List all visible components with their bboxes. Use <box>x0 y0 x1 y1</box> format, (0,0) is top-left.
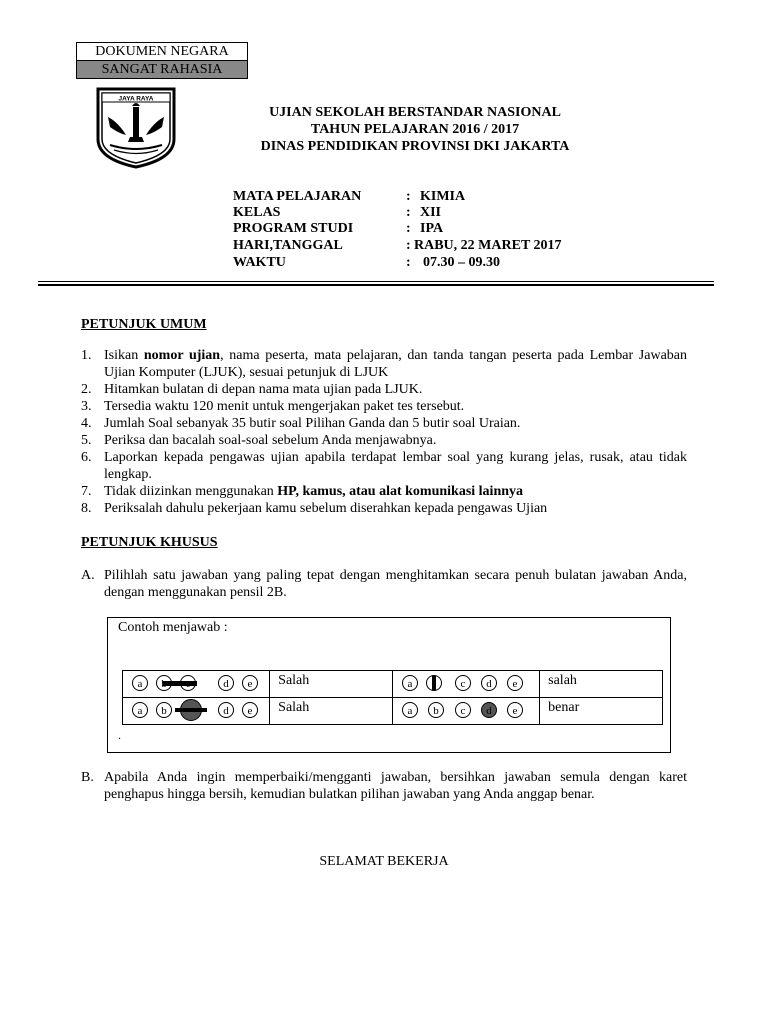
classification-box <box>76 42 248 79</box>
answer-bubble: b <box>156 702 172 718</box>
list-item: 8. Periksalah dahulu pekerjaan kamu sebelum diserahkan kepada pengawas Ujian <box>81 501 548 516</box>
list-item: 3. Tersedia waktu 120 menit untuk mengerjakan paket tes tersebut. <box>81 399 465 414</box>
answer-bubble: e <box>242 675 258 691</box>
answer-bubble: b <box>428 702 444 718</box>
bubble-cell <box>392 698 539 725</box>
info-label: KELAS <box>233 205 281 220</box>
example-dot: . <box>118 728 121 742</box>
separator-line <box>38 281 714 282</box>
list-item: 5. Periksa dan bacalah soal-soal sebelum Anda menjawabnya. <box>81 433 437 448</box>
answer-bubble: c <box>455 702 471 718</box>
emblem-text: JAYA RAYA <box>118 95 154 103</box>
bubble-cell <box>123 671 270 698</box>
wrong-dash-mark <box>163 681 197 686</box>
info-value: KIMIA <box>420 189 466 204</box>
instruction-b <box>81 769 687 803</box>
list-item: 4. Jumlah Soal sebanyak 35 butir soal Pilihan Ganda dan 5 butir soal Uraian. <box>81 416 521 431</box>
header-line-3: DINAS PENDIDIKAN PROVINSI DKI JAKARTA <box>260 139 570 154</box>
example-title: Contoh menjawab : <box>118 620 228 635</box>
answer-bubble: e <box>507 675 523 691</box>
jaya-raya-emblem-icon <box>96 87 176 169</box>
general-instructions-list <box>81 347 687 517</box>
wrong-dash-mark <box>175 708 207 712</box>
info-value: XII <box>420 205 442 220</box>
instruction-b-num: B. <box>81 770 94 785</box>
answer-bubble: e <box>507 702 523 718</box>
classification-line-1: DOKUMEN NEGARA <box>77 43 247 61</box>
section-title-petunjuk-khusus: PETUNJUK KHUSUS <box>81 535 218 550</box>
instruction-a-num: A. <box>81 568 95 583</box>
example-label: benar <box>540 698 663 725</box>
answer-bubble: d <box>218 702 234 718</box>
info-sep: : <box>406 205 411 220</box>
info-label: PROGRAM STUDI <box>233 221 354 236</box>
answer-bubble: d <box>218 675 234 691</box>
answer-bubble: a <box>402 702 418 718</box>
info-label: MATA PELAJARAN <box>233 189 362 204</box>
info-sep: : <box>406 189 411 204</box>
answer-example-box <box>107 617 671 753</box>
example-table <box>122 670 663 725</box>
list-item: 6. Laporkan kepada pengawas ujian apabila terdapat lembar soal yang kurang jelas, rusak, atau tidak lengkap. <box>81 450 687 482</box>
bubble-cell <box>392 671 539 698</box>
answer-bubble: a <box>402 675 418 691</box>
separator-line <box>38 284 714 286</box>
example-label: Salah <box>270 671 393 698</box>
info-sep: : <box>406 238 411 253</box>
header-line-2: TAHUN PELAJARAN 2016 / 2017 <box>310 122 520 137</box>
list-item: 7. Tidak diizinkan menggunakan HP, kamus, atau alat komunikasi lainnya <box>81 484 524 499</box>
answer-bubble: d <box>481 675 497 691</box>
answer-bubble: a <box>132 702 148 718</box>
info-value: IPA <box>420 221 444 236</box>
instruction-a-text: Pilihlah satu jawaban yang paling tepat dengan menghitamkan secara penuh bulatan jawaban Anda, dengan menggunakan pensil 2B. <box>104 568 687 600</box>
closing-text: SELAMAT BEKERJA <box>319 854 449 869</box>
classification-line-2: SANGAT RAHASIA <box>77 61 247 78</box>
instruction-b-text: Apabila Anda ingin memperbaiki/mengganti jawaban, bersihkan jawaban semula dengan karet penghapus hingga bersih, kemudian bulatkan pilihan jawaban yang Anda anggap benar. <box>104 770 687 802</box>
info-value: 07.30 – 09.30 <box>423 255 500 270</box>
bubble-cell <box>123 698 270 725</box>
correct-filled-bubble: d <box>481 702 497 718</box>
instruction-a <box>81 567 687 601</box>
info-sep: : <box>406 255 411 270</box>
info-value: RABU, 22 MARET 2017 <box>414 238 562 253</box>
document-header <box>230 104 600 155</box>
answer-bubble: e <box>242 702 258 718</box>
list-item: 2. Hitamkan bulatan di depan nama mata ujian pada LJUK. <box>81 382 423 397</box>
header-line-1: UJIAN SEKOLAH BERSTANDAR NASIONAL <box>269 105 561 120</box>
table-row <box>123 698 663 725</box>
info-label: HARI,TANGGAL <box>233 238 343 253</box>
example-label: Salah <box>270 698 393 725</box>
info-label: WAKTU <box>233 255 286 270</box>
answer-bubble: a <box>132 675 148 691</box>
table-row <box>123 671 663 698</box>
info-sep: : <box>406 221 411 236</box>
list-item: 1. Isikan nomor ujian, nama peserta, mata pelajaran, dan tanda tangan peserta pada Lembar Jawaban Ujian Komputer (LJUK), sesuai petunjuk di LJUK <box>81 348 687 380</box>
half-filled-bubble <box>426 675 442 691</box>
section-title-petunjuk-umum: PETUNJUK UMUM <box>81 317 207 332</box>
answer-bubble: c <box>455 675 471 691</box>
example-label: salah <box>540 671 663 698</box>
